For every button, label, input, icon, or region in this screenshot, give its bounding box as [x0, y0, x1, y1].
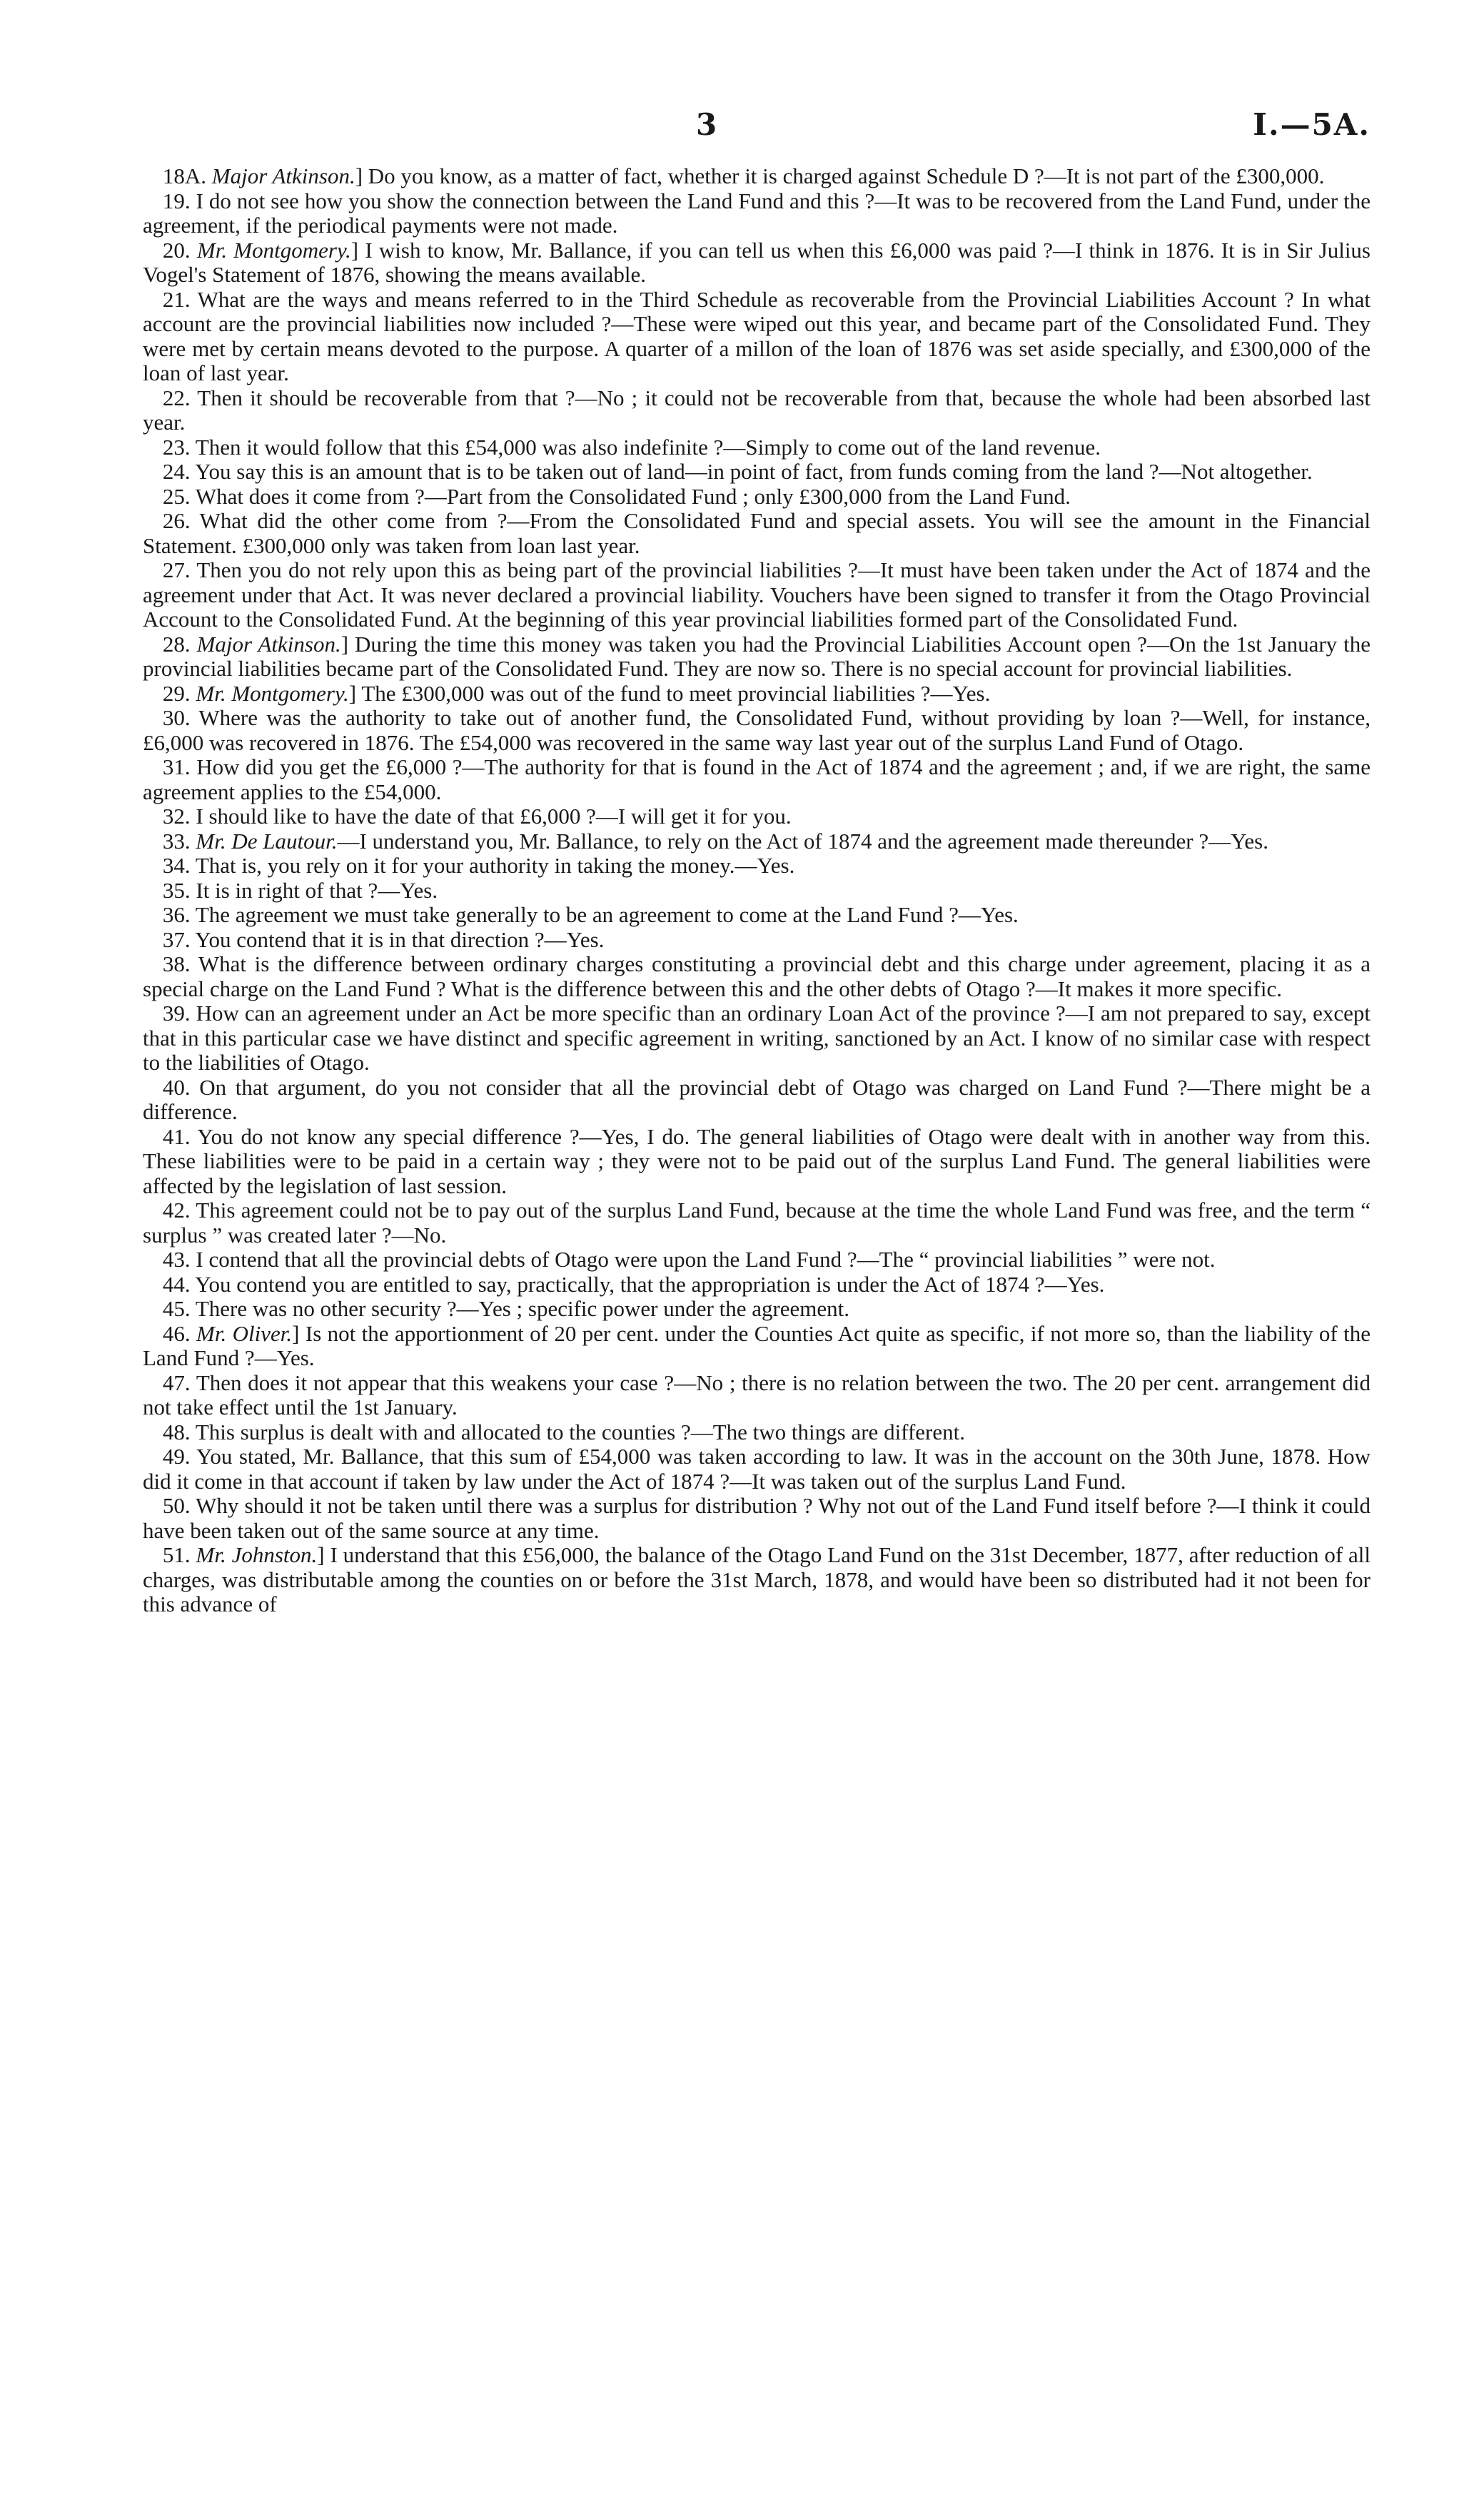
paragraph-number: 44. — [162, 1271, 191, 1297]
evidence-paragraph — [143, 854, 1371, 879]
paragraph-number: 51. — [162, 1542, 191, 1567]
evidence-paragraph — [143, 804, 1371, 829]
speaker-name: Mr. Montgomery. — [196, 237, 351, 263]
evidence-paragraph — [143, 1494, 1371, 1543]
paragraph-number: 42. — [162, 1198, 191, 1223]
paragraph-text: Why should it not be taken until there was a surplus for distribution ? Why not out of the Land Fund itself before ?—I think it could have been taken out of the same source at any time. — [143, 1493, 1371, 1543]
paragraph-text: You say this is an amount that is to be taken out of land—in point of fact, from funds coming from the land ?—Not altogether. — [195, 459, 1313, 484]
paragraph-text: What did the other come from ?—From the Consolidated Fund and special assets. You will see the amount in the Financial Statement. £300,000 only was taken from loan last year. — [143, 508, 1371, 558]
paragraph-text: There was no other security ?—Yes ; specific power under the agreement. — [195, 1296, 850, 1321]
evidence-paragraph — [143, 1198, 1371, 1248]
paragraph-text: I wish to know, Mr. Ballance, if you can tell us when this £6,000 was paid ?—I think in 1876. It is in Sir Julius Vogel's Statement of 1876, showing the means available. — [143, 237, 1371, 287]
paragraph-number: 36. — [162, 902, 191, 927]
evidence-paragraph — [143, 1001, 1371, 1076]
paragraph-number: 27. — [162, 557, 191, 582]
paragraph-number: 34. — [162, 853, 191, 878]
paragraph-text: How did you get the £6,000 ?—The authority for that is found in the Act of 1874 and the agreement ; and, if we are right, the same agreement applies to the £54,000. — [143, 754, 1371, 804]
paragraph-number: 26. — [162, 508, 191, 533]
speaker-separator: ] — [355, 163, 368, 188]
evidence-paragraph — [143, 1322, 1371, 1371]
paragraph-text: Is not the apportionment of 20 per cent. under the Counties Act quite as specific, if not more so, than the liability of the Land Fund ?—Yes. — [143, 1320, 1371, 1370]
paragraph-text: It is in right of that ?—Yes. — [196, 877, 438, 903]
speaker-name: Mr. Montgomery. — [196, 680, 349, 706]
document-page — [143, 107, 1371, 1617]
paragraph-text: You stated, Mr. Ballance, that this sum of £54,000 was taken according to law. It was in the account on the 30th June, 1878. How did it come in that account if taken by law under the Act of 1874 ?—It was taken out of the surplus Land Fund. — [143, 1444, 1371, 1494]
paragraph-number: 19. — [162, 188, 191, 213]
evidence-paragraph — [143, 952, 1371, 1001]
paragraph-text: Then it should be recoverable from that ?—No ; it could not be recoverable from that, because the whole had been absorbed last year. — [143, 385, 1371, 435]
paragraph-number: 21. — [162, 286, 191, 312]
speaker-name: Mr. Johnston. — [196, 1542, 318, 1567]
document-body — [143, 164, 1371, 1617]
paragraph-number: 32. — [162, 804, 191, 829]
evidence-paragraph — [143, 829, 1371, 854]
speaker-separator: ] — [348, 680, 362, 706]
paragraph-number: 35. — [162, 877, 191, 903]
paragraph-text: Do you know, as a matter of fact, whether it is charged against Schedule D ?—It is not part of the £300,000. — [368, 163, 1325, 188]
paragraph-text: You contend that it is in that direction ?—Yes. — [195, 926, 605, 952]
paragraph-text: Then you do not rely upon this as being part of the provincial liabilities ?—It must have been taken under the Act of 1874 and the agreement under that Act. It was never declared a provincial liability. Vouchers have been signed to transfer it from the Otago Provincial Account to the Consolidated Fund. At the beginning of this year provincial liabilities formed part of the Consolidated Fund. — [143, 557, 1371, 632]
paragraph-number: 48. — [162, 1419, 191, 1444]
evidence-paragraph — [143, 485, 1371, 510]
paragraph-number: 37. — [162, 926, 191, 952]
paragraph-number: 33. — [162, 828, 191, 854]
paragraph-text: The agreement we must take generally to be an agreement to come at the Land Fund ?—Yes. — [195, 902, 1019, 927]
evidence-paragraph — [143, 755, 1371, 804]
evidence-paragraph — [143, 238, 1371, 288]
evidence-paragraph — [143, 460, 1371, 485]
evidence-paragraph — [143, 558, 1371, 632]
evidence-paragraph — [143, 1248, 1371, 1272]
evidence-paragraph — [143, 509, 1371, 558]
page-number: 3 — [696, 107, 717, 142]
evidence-paragraph — [143, 1444, 1371, 1494]
paragraph-number: 31. — [162, 754, 191, 779]
paragraph-number: 46. — [162, 1320, 191, 1346]
paragraph-number: 20. — [162, 237, 191, 263]
paragraph-number: 39. — [162, 1001, 191, 1026]
paragraph-text: During the time this money was taken you had the Provincial Liabilities Account open ?—On the 1st January the provincial liabilities became part of the Consolidated Fund. They are now so. There is no special account for provincial liabilities. — [143, 631, 1371, 681]
paragraph-text: Then it would follow that this £54,000 was also indefinite ?—Simply to come out of the land revenue. — [195, 434, 1101, 460]
paragraph-text: What is the difference between ordinary charges constituting a provincial debt and this charge under agreement, placing it as a special charge on the Land Fund ? What is the difference between this and the other debts of Otago ?—It makes it more specific. — [143, 951, 1371, 1001]
paragraph-number: 43. — [162, 1247, 191, 1272]
paragraph-number: 29. — [162, 680, 191, 706]
evidence-paragraph — [143, 164, 1371, 189]
evidence-paragraph — [143, 706, 1371, 755]
paragraph-text: How can an agreement under an Act be more specific than an ordinary Loan Act of the province ?—I am not prepared to say, except that in this particular case we have distinct and specific agreement in writing, sanctioned by an Act. I know of no similar case with respect to the liabilities of Otago. — [143, 1001, 1371, 1075]
paragraph-text: Then does it not appear that this weakens your case ?—No ; there is no relation between the two. The 20 per cent. arrangement did not take effect until the 1st January. — [143, 1370, 1371, 1420]
evidence-paragraph — [143, 386, 1371, 435]
paragraph-text: You contend you are entitled to say, practically, that the appropriation is under the Act of 1874 ?—Yes. — [195, 1271, 1105, 1297]
evidence-paragraph — [143, 435, 1371, 460]
page-header — [143, 107, 1371, 164]
paragraph-text: You do not know any special difference ?—Yes, I do. The general liabilities of Otago were dealt with in another way from this. These liabilities were to be paid in a certain way ; they were not to be paid out of the surplus Land Fund. The general liabilities were affected by the legislation of last session. — [143, 1123, 1371, 1198]
evidence-paragraph — [143, 1272, 1371, 1297]
paragraph-number: 25. — [162, 483, 191, 509]
paragraph-text: I understand that this £56,000, the balance of the Otago Land Fund on the 31st December, 1877, after reduction of all charges, was distributable among the counties on or before the 31st March, 1878, and would have been so distributed had it not been for this advance of — [143, 1542, 1371, 1616]
paragraph-number: 49. — [162, 1444, 191, 1469]
paragraph-text: Where was the authority to take out of another fund, the Consolidated Fund, without providing by loan ?—Well, for instance, £6,000 was recovered in 1876. The £54,000 was recovered in the same way last year out of the surplus Land Fund of Otago. — [143, 705, 1371, 755]
paragraph-number: 50. — [162, 1493, 191, 1518]
paragraph-text: On that argument, do you not consider that all the provincial debt of Otago was charged on Land Fund ?—There might be a difference. — [143, 1074, 1371, 1124]
speaker-separator: — — [337, 828, 360, 854]
evidence-paragraph — [143, 1420, 1371, 1445]
evidence-paragraph — [143, 1543, 1371, 1617]
speaker-separator: ] — [350, 237, 365, 263]
evidence-paragraph — [143, 928, 1371, 953]
paragraph-text: This surplus is dealt with and allocated to the counties ?—The two things are different. — [195, 1419, 965, 1444]
evidence-paragraph — [143, 288, 1371, 386]
paragraph-number: 38. — [162, 951, 191, 976]
paragraph-number: 18A. — [162, 163, 207, 188]
paragraph-text: That is, you rely on it for your authority in taking the money.—Yes. — [195, 853, 795, 878]
paragraph-text: The £300,000 was out of the fund to meet provincial liabilities ?—Yes. — [361, 680, 991, 706]
paragraph-text: I should like to have the date of that £6,000 ?—I will get it for you. — [196, 804, 792, 829]
paragraph-text: I contend that all the provincial debts of Otago were upon the Land Fund ?—The “ provincial liabilities ” were not. — [196, 1247, 1216, 1272]
evidence-paragraph — [143, 1297, 1371, 1322]
evidence-paragraph — [143, 1371, 1371, 1420]
evidence-paragraph — [143, 1125, 1371, 1199]
paragraph-number: 47. — [162, 1370, 191, 1395]
speaker-name: Major Atkinson. — [211, 163, 355, 188]
speaker-separator: ] — [317, 1542, 330, 1567]
paragraph-number: 23. — [162, 434, 191, 460]
paragraph-text: I do not see how you show the connection between the Land Fund and this ?—It was to be recovered from the Land Fund, under the agreement, if the periodical payments were not made. — [143, 188, 1371, 238]
speaker-separator: ] — [292, 1320, 306, 1346]
paragraph-number: 45. — [162, 1296, 191, 1321]
document-reference: I.—5A. — [1253, 107, 1371, 142]
speaker-name: Mr. De Lautour. — [196, 828, 338, 854]
speaker-name: Major Atkinson. — [196, 631, 341, 657]
evidence-paragraph — [143, 1076, 1371, 1125]
evidence-paragraph — [143, 903, 1371, 928]
paragraph-number: 22. — [162, 385, 191, 410]
paragraph-number: 41. — [162, 1123, 191, 1149]
paragraph-text: I understand you, Mr. Ballance, to rely on the Act of 1874 and the agreement made thereunder ?—Yes. — [359, 828, 1268, 854]
evidence-paragraph — [143, 682, 1371, 707]
paragraph-text: What are the ways and means referred to in the Third Schedule as recoverable from the Provincial Liabilities Account ? In what account are the provincial liabilities now included ?—These were wiped out this year, and became part of the Consolidated Fund. They were met by certain means devoted to the purpose. A quarter of a millon of the loan of 1876 was set aside specially, and £300,000 of the loan of last year. — [143, 286, 1371, 385]
evidence-paragraph — [143, 189, 1371, 238]
evidence-paragraph — [143, 879, 1371, 904]
speaker-separator: ] — [340, 631, 355, 657]
evidence-paragraph — [143, 632, 1371, 682]
paragraph-number: 40. — [162, 1074, 191, 1100]
paragraph-text: This agreement could not be to pay out of the surplus Land Fund, because at the time the whole Land Fund was free, and the term “ surplus ” was created later ?—No. — [143, 1198, 1371, 1248]
paragraph-text: What does it come from ?—Part from the Consolidated Fund ; only £300,000 from the Land Fund. — [195, 483, 1071, 509]
paragraph-number: 24. — [162, 459, 191, 484]
speaker-name: Mr. Oliver. — [196, 1320, 293, 1346]
paragraph-number: 30. — [162, 705, 191, 730]
paragraph-number: 28. — [162, 631, 191, 657]
